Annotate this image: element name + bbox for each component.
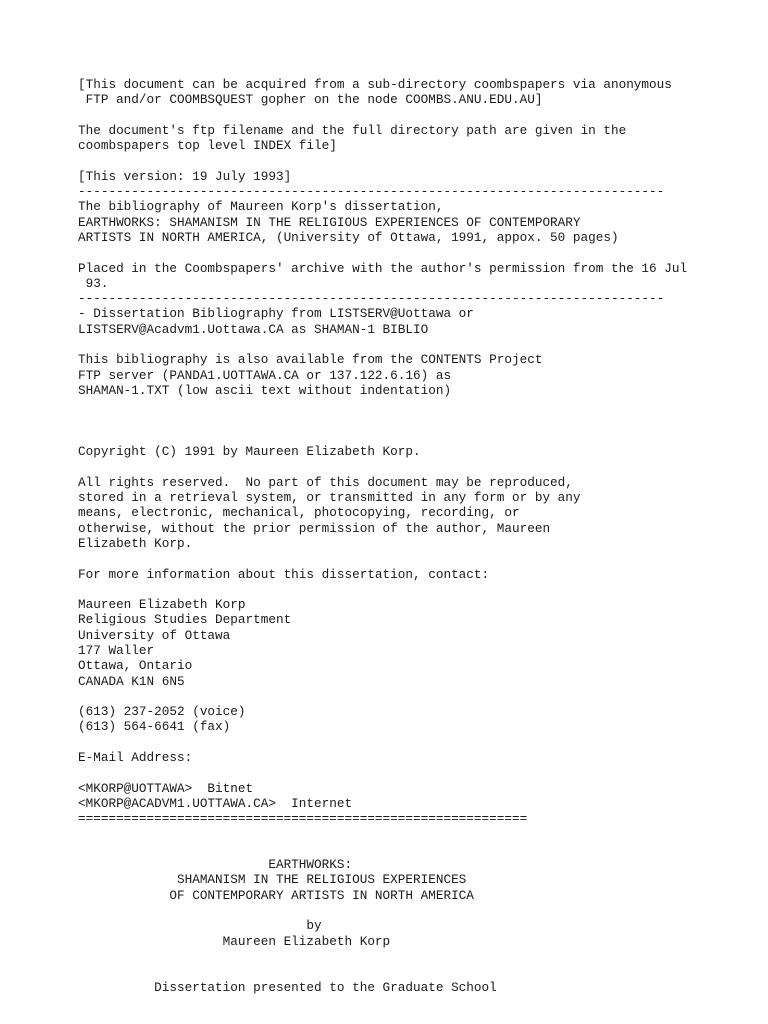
document-line — [78, 842, 687, 857]
document-line: means, electronic, mechanical, photocopying, recording, or — [78, 505, 520, 521]
document-line: 93. — [78, 275, 109, 291]
document-line: For more information about this dissertation, contact: — [78, 566, 490, 582]
document-line: FTP and/or COOMBSQUEST gopher on the node COOMBS.ANU.EDU.AU] — [78, 92, 543, 108]
document-line: The document's ftp filename and the full directory path are given in the — [78, 122, 627, 138]
document-line: coombspapers top level INDEX file] — [78, 138, 337, 154]
document-text — [78, 77, 687, 995]
document-line — [78, 964, 687, 979]
document-line: Elizabeth Korp. — [78, 535, 193, 551]
document-line: otherwise, without the prior permission of the author, Maureen — [78, 520, 551, 536]
document-line — [78, 765, 687, 780]
document-line: ARTISTS IN NORTH AMERICA, (University of Ottawa, 1991, appox. 50 pages) — [78, 229, 619, 245]
document-line: University of Ottawa — [78, 627, 231, 643]
document-line: [This version: 19 July 1993] — [78, 168, 292, 184]
document-line: This bibliography is also available from the CONTENTS Project — [78, 352, 543, 368]
document-line: [This document can be acquired from a sub-directory coombspapers via anonymous — [78, 77, 672, 92]
document-line: Placed in the Coombspapers' archive with the author's permission from the 16 Jul — [78, 260, 688, 276]
document-line: (613) 237-2052 (voice) — [78, 704, 246, 720]
document-line — [78, 245, 687, 260]
document-line: OF CONTEMPORARY ARTISTS IN NORTH AMERICA — [78, 887, 474, 903]
document-line — [78, 949, 687, 964]
document-line — [78, 429, 687, 444]
document-line: =========================================================== — [78, 811, 528, 827]
document-line: ----------------------------------------------------------------------------- — [78, 184, 665, 200]
document-line: E-Mail Address: — [78, 750, 193, 766]
document-line: CANADA K1N 6N5 — [78, 673, 185, 689]
document-line: SHAMANISM IN THE RELIGIOUS EXPERIENCES — [78, 872, 467, 888]
document-line — [78, 903, 687, 918]
document-line: The bibliography of Maureen Korp's dissertation, — [78, 199, 444, 215]
document-line: 177 Waller — [78, 642, 155, 658]
document-line — [78, 459, 687, 474]
document-line — [78, 551, 687, 566]
document-line: All rights reserved. No part of this document may be reproduced, — [78, 474, 573, 490]
document-line: ----------------------------------------------------------------------------- — [78, 291, 665, 307]
document-line: by — [78, 918, 322, 934]
document-line: (613) 564-6641 (fax) — [78, 719, 231, 735]
document-line — [78, 398, 687, 413]
document-line — [78, 337, 687, 352]
document-line: SHAMAN-1.TXT (low ascii text without indentation) — [78, 382, 452, 398]
document-line: Maureen Elizabeth Korp — [78, 933, 391, 949]
document-line: Copyright (C) 1991 by Maureen Elizabeth Korp. — [78, 444, 421, 460]
document-line — [78, 582, 687, 597]
document-line — [78, 735, 687, 750]
document-line: EARTHWORKS: SHAMANISM IN THE RELIGIOUS EXPERIENCES OF CONTEMPORARY — [78, 214, 581, 230]
document-line: - Dissertation Bibliography from LISTSERV@Uottawa or — [78, 306, 474, 322]
document-line: stored in a retrieval system, or transmitted in any form or by any — [78, 490, 581, 506]
document-line — [78, 689, 687, 704]
document-line — [78, 108, 687, 123]
document-line — [78, 827, 687, 842]
document-line — [78, 414, 687, 429]
document-line: <MKORP@ACADVM1.UOTTAWA.CA> Internet — [78, 795, 353, 811]
document-line: EARTHWORKS: — [78, 857, 353, 873]
document-line: <MKORP@UOTTAWA> Bitnet — [78, 780, 254, 796]
document-line: Ottawa, Ontario — [78, 658, 193, 674]
document-line: Maureen Elizabeth Korp — [78, 597, 246, 613]
document-line — [78, 153, 687, 168]
document-line: LISTSERV@Acadvm1.Uottawa.CA as SHAMAN-1 BIBLIO — [78, 321, 429, 337]
document-line: Dissertation presented to the Graduate School — [78, 979, 497, 995]
document-line: FTP server (PANDA1.UOTTAWA.CA or 137.122.6.16) as — [78, 367, 452, 383]
document-line: Religious Studies Department — [78, 612, 292, 628]
